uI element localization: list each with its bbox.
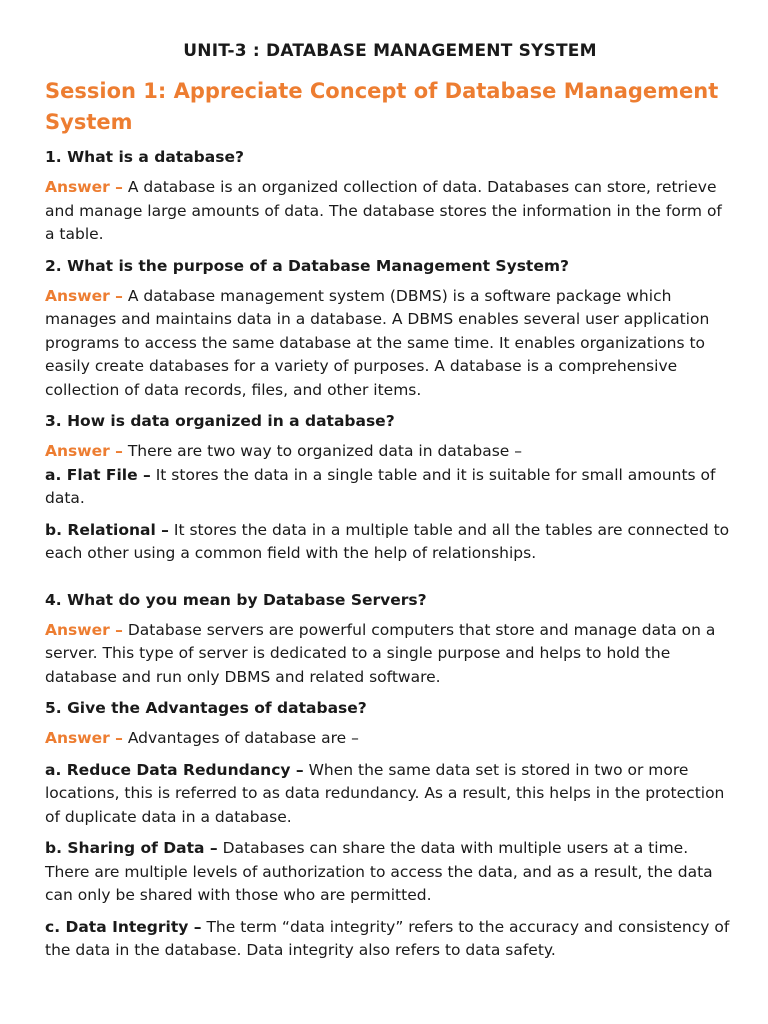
answer-1-text: A database is an organized collection of data. Databases can store, retrieve and manage large amounts of data. The database stores the information in the form of a table. (45, 178, 722, 243)
item-text: Databases can share the data with multiple users at a time. There are multiple levels of authorization to access the data, and as a result, the data can only be shared with those who are permitted. (45, 839, 713, 904)
answer-3-item-b (45, 519, 735, 566)
question-4: 4. What do you mean by Database Servers? (45, 590, 427, 609)
answer-label: Answer – (45, 286, 123, 305)
item-label: c. Data Integrity – (45, 917, 202, 936)
item-label: b. Sharing of Data – (45, 839, 218, 857)
answer-2-text: A database management system (DBMS) is a software package which manages and maintains data in a database. A DBMS enables several user application programs to access the same database at the same time. It enables organizations to easily create databases for a variety of purposes. A database is a comprehensive collection of data records, files, and other items. (45, 286, 710, 399)
answer-1 (45, 176, 735, 247)
answer-5-item-b (45, 837, 735, 908)
item-text: It stores the data in a single table and it is suitable for small amounts of data. (45, 465, 716, 507)
item-label: b. Relational – (45, 520, 169, 539)
answer-label: Answer – (45, 729, 123, 747)
session-title: Session 1: Appreciate Concept of Database Management System (45, 79, 719, 134)
item-text: It stores the data in a multiple table and all the tables are connected to each other using a common field with the help of relationships. (45, 520, 730, 562)
item-label: a. Reduce Data Redundancy – (45, 760, 304, 779)
unit-title: UNIT-3 : DATABASE MANAGEMENT SYSTEM (183, 41, 597, 61)
item-text: When the same data set is stored in two or more locations, this is referred to as data redundancy. As a result, this helps in the protection of duplicate data in a database. (45, 760, 725, 826)
question-5: 5. Give the Advantages of database? (45, 699, 367, 717)
answer-label: Answer – (45, 442, 123, 460)
answer-4 (45, 619, 735, 690)
document-page (45, 40, 735, 971)
answer-2 (45, 285, 735, 403)
question-2: 2. What is the purpose of a Database Management System? (45, 256, 569, 275)
answer-5-item-c (45, 916, 735, 963)
answer-3-item-a (45, 464, 735, 511)
item-label: a. Flat File – (45, 465, 151, 484)
answer-5 (45, 727, 735, 751)
answer-5-item-a (45, 759, 735, 830)
answer-3 (45, 440, 735, 464)
question-3: 3. How is data organized in a database? (45, 412, 395, 430)
item-text: The term “data integrity” refers to the accuracy and consistency of the data in the database. Data integrity also refers to data safety. (45, 917, 730, 959)
answer-label: Answer – (45, 178, 123, 196)
answer-label: Answer – (45, 620, 123, 639)
spacer (45, 574, 735, 589)
answer-4-text: Database servers are powerful computers that store and manage data on a server. This type of server is dedicated to a single purpose and helps to hold the database and run only DBMS and related software. (45, 620, 716, 686)
answer-5-text: Advantages of database are – (127, 729, 359, 747)
question-1: 1. What is a database? (45, 148, 244, 166)
answer-3-text: There are two way to organized data in database – (127, 442, 522, 460)
